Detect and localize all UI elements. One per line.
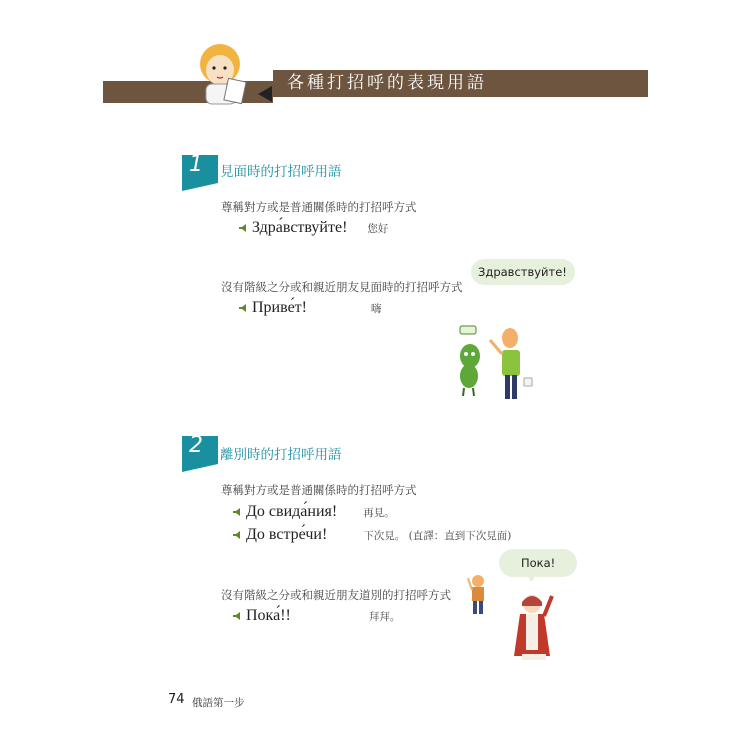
chinese-translation: 嗨	[371, 302, 382, 315]
russian-phrase: Приве́т!	[252, 299, 307, 316]
phrase-row	[232, 607, 400, 625]
page-number: 74	[168, 692, 185, 707]
waving-woman-illustration	[512, 590, 556, 664]
speaker-icon[interactable]	[232, 611, 242, 621]
chinese-translation: 再見。	[363, 506, 395, 519]
chinese-translation: 下次見。 (直譯：直到下次見面)	[363, 529, 512, 542]
reading-mascot-illustration	[190, 42, 260, 106]
usage-description: 尊稱對方或是普通關係時的打招呼方式	[221, 483, 417, 497]
phrase-row	[232, 526, 511, 544]
page-title: 各種打招呼的表現用語	[287, 73, 487, 93]
book-title: 俄語第一步	[192, 697, 245, 709]
russian-phrase: Здра́вствуйте!	[252, 219, 348, 236]
speech-bubble-text: Здравствуйте!	[478, 265, 567, 279]
speech-bubble-text: Пока!	[521, 556, 556, 570]
speaker-icon[interactable]	[232, 530, 242, 540]
section-title: 見面時的打招呼用語	[220, 164, 342, 180]
chinese-translation: 拜拜。	[368, 610, 401, 623]
phrase-row	[238, 299, 382, 317]
russian-phrase: Пока́!!	[246, 607, 291, 624]
header-arrow-icon	[258, 86, 272, 102]
phrase-row	[232, 503, 395, 521]
section-title: 離別時的打招呼用語	[220, 447, 342, 463]
chinese-translation: 您好	[367, 222, 389, 235]
phrase-row	[238, 219, 388, 237]
waving-man-illustration	[466, 572, 490, 616]
usage-description: 沒有階級之分或和親近朋友道別的打招呼方式	[221, 588, 451, 602]
speaker-icon[interactable]	[232, 507, 242, 517]
section-number: 1	[189, 152, 203, 177]
usage-description: 尊稱對方或是普通關係時的打招呼方式	[221, 200, 417, 214]
greeting-characters-illustration	[452, 318, 542, 406]
russian-phrase: До свида́ния!	[246, 503, 338, 520]
speaker-icon[interactable]	[238, 303, 248, 313]
usage-description: 沒有階級之分或和親近朋友見面時的打招呼方式	[221, 280, 463, 294]
speaker-icon[interactable]	[238, 223, 248, 233]
russian-phrase: До встре́чи!	[246, 526, 328, 543]
section-number: 2	[189, 433, 203, 458]
